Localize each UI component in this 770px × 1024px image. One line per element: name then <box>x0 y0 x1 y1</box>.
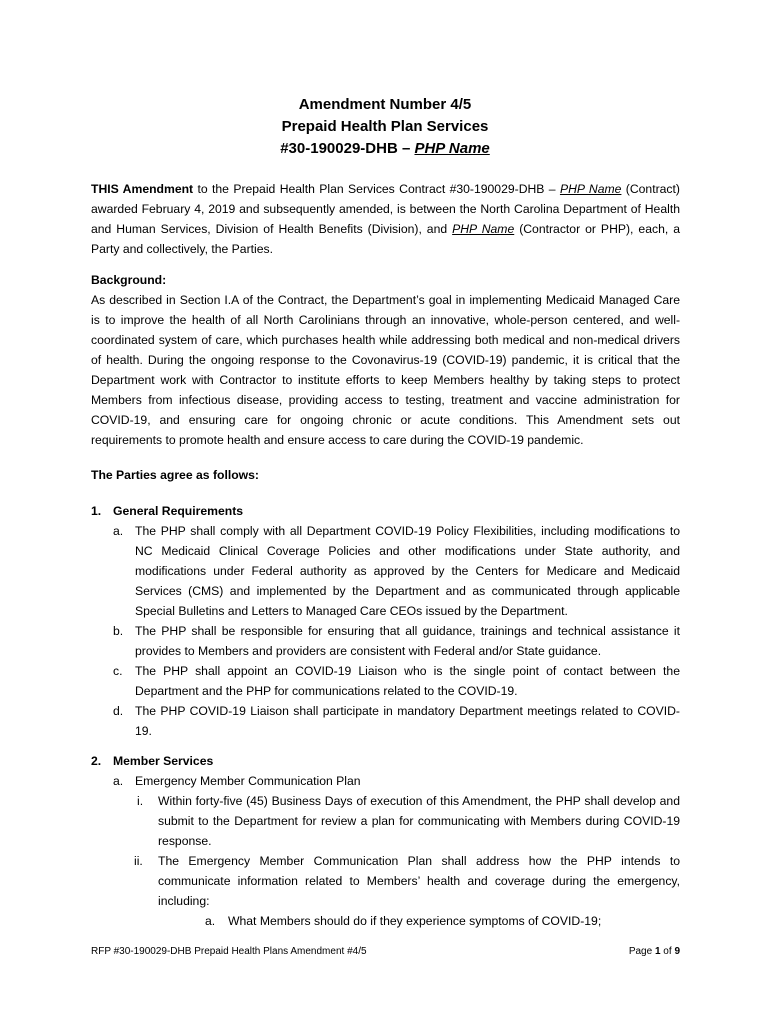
section-2-number: 2. <box>91 754 102 768</box>
document-title <box>0 94 770 160</box>
intro-text-2: (Contract) awarded February 4, 2019 and subsequently amended, is between the North Carolina Department of Health and Human Services, Division of Health Benefits (Division), and <box>91 182 680 236</box>
section-1-number: 1. <box>91 504 102 518</box>
item-2a-ii-text: The Emergency Member Communication Plan shall address how the PHP intends to communicate information related to Members’ health and coverage during the emergency, including: <box>158 854 680 908</box>
title-line-2: Prepaid Health Plan Services <box>281 118 489 135</box>
item-1c-text: The PHP shall appoint an COVID-19 Liaison who is the single point of contact between the Department and the PHP for communications related to the COVID-19. <box>135 664 680 698</box>
section-2-heading: Member Services <box>113 754 214 768</box>
item-2a-text: Emergency Member Communication Plan <box>135 774 361 788</box>
page-number <box>629 945 680 959</box>
item-1d-label: d. <box>113 704 124 718</box>
subitem-a-label: a. <box>205 914 216 928</box>
title-line-3 <box>0 138 770 160</box>
footer-left: RFP #30-190029-DHB Prepaid Health Plans Amendment #4/5 <box>91 946 367 957</box>
section-1-heading: General Requirements <box>113 504 244 518</box>
page-word: Page <box>628 946 655 957</box>
item-2a-i-label: i. <box>137 794 144 808</box>
intro-text-3: (Contractor or PHP), each, a Party and collectively, the Parties. <box>91 222 680 256</box>
item-2a-ii-label: ii. <box>134 854 143 868</box>
page-total: 9 <box>674 946 680 957</box>
title-line-1: Amendment Number 4/5 <box>298 96 472 113</box>
item-2a-label: a. <box>113 774 124 788</box>
background-heading: Background: <box>91 273 167 287</box>
item-1d-text: The PHP COVID-19 Liaison shall participate in mandatory Department meetings related to COVID-19. <box>135 704 680 738</box>
intro-paragraph <box>91 179 680 259</box>
contract-number: #30-190029-DHB – <box>280 140 415 157</box>
item-1a-label: a. <box>113 524 124 538</box>
intro-lead: THIS Amendment <box>91 182 194 196</box>
item-1a-text: The PHP shall comply with all Department COVID-19 Policy Flexibilities, including modifications to NC Medicaid Clinical Coverage Policies and other modifications under State authority, and modifications under Federal authority as approved by the Centers for Medicare and Medicaid Services (CMS) and implemented by the Department and as communicated through applicable Special Bulletins and Letters to Managed Care CEOs issued by the Department. <box>135 524 680 618</box>
agree-heading: The Parties agree as follows: <box>91 468 259 482</box>
item-2a-i-text: Within forty-five (45) Business Days of execution of this Amendment, the PHP shall develop and submit to the Department for review a plan for communicating with Members during COVID-19 response. <box>158 794 680 848</box>
php-name-placeholder-1: PHP Name <box>559 182 622 196</box>
intro-text-1: to the Prepaid Health Plan Services Contract #30-190029-DHB – <box>193 182 560 196</box>
background-paragraph: As described in Section I.A of the Contract, the Department’s goal in implementing Medicaid Managed Care is to improve the health of all North Carolinians through an innovative, whole-person centered, and well-coordinated system of care, which purchases health while addressing both medical and non-medical drivers of health. During the ongoing response to the Covonavirus-19 (COVID-19) pandemic, it is critical that the Department work with Contractor to institute efforts to keep Members healthy by taking steps to protect Members from infectious disease, providing access to testing, treatment and vaccine administration for COVID-19, and ensuring care for ongoing chronic or acute conditions. This Amendment sets out requirements to promote health and ensure access to care during the COVID-19 pandemic. <box>91 293 680 447</box>
item-1b-label: b. <box>113 624 124 638</box>
php-name-placeholder-2: PHP Name <box>452 222 515 236</box>
item-1c-label: c. <box>113 664 123 678</box>
page-current: 1 <box>654 946 661 957</box>
php-name-placeholder: PHP Name <box>414 140 490 157</box>
item-1b-text: The PHP shall be responsible for ensuring that all guidance, trainings and technical assistance it provides to Members and providers are consistent with Federal and/or State guidance. <box>135 624 680 658</box>
subitem-a-text: What Members should do if they experience symptoms of COVID-19; <box>228 914 602 928</box>
of-word: of <box>660 946 675 957</box>
